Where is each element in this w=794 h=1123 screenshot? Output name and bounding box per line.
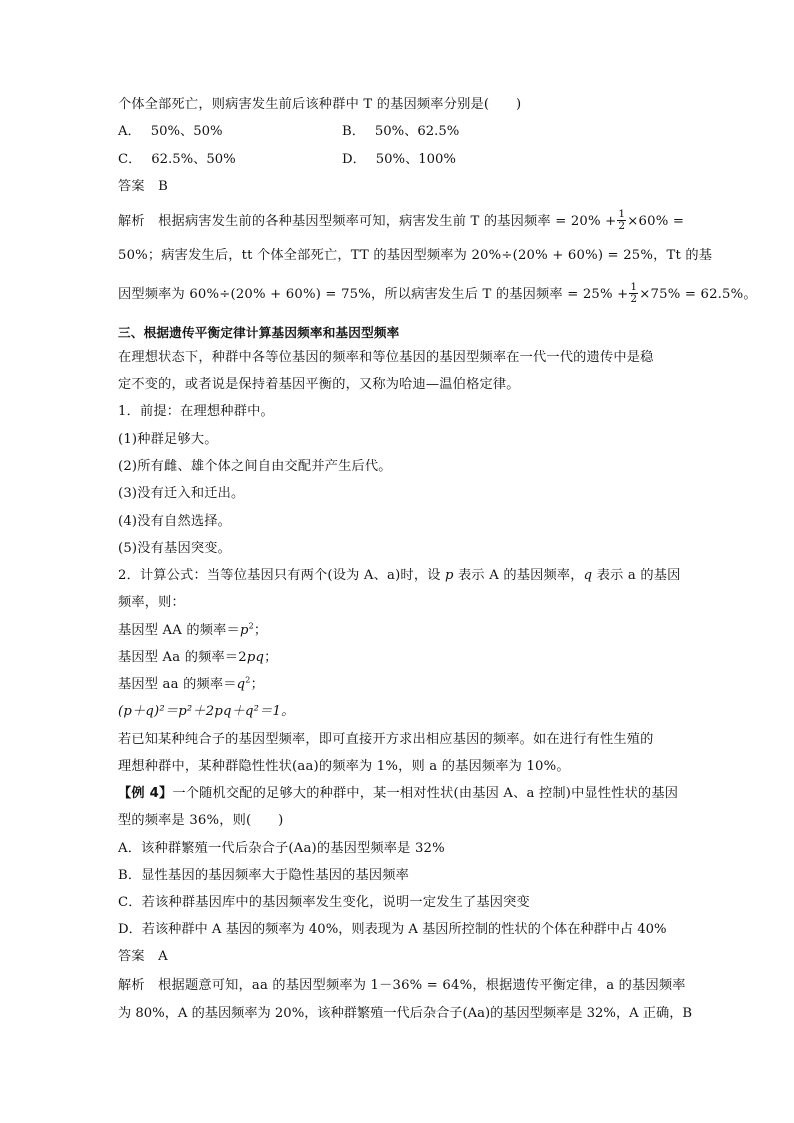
exponent: 2	[245, 675, 251, 685]
analysis-text: 根据题意可知，aa 的基因型频率为 1－36% = 64%，根据遗传平衡定律，a 的基因频率	[158, 978, 686, 993]
analysis-text: 因型频率为 60%÷(20% + 60%) = 75%，所以病害发生后 T 的基因频率 = 25% +	[118, 287, 629, 302]
question-stem-continuation: 个体全部死亡，则病害发生前后该种群中 T 的基因频率分别是( )	[118, 97, 522, 112]
answer-value: A	[158, 949, 168, 964]
condition-item: (2)所有雌、雄个体之间自由交配并产生后代。	[118, 459, 392, 474]
formula-text: ；	[264, 650, 278, 665]
section-heading: 三、根据遗传平衡定律计算基因频率和基因型频率	[118, 325, 400, 340]
option-text: 50%、62.5%	[374, 124, 460, 139]
note-line-1: 若已知某种纯合子的基因型频率，即可直接开方求出相应基因的频率。如在进行有性生殖的	[118, 732, 654, 747]
analysis-line-1	[118, 210, 684, 233]
option-text: 50%、50%	[150, 124, 223, 139]
condition-item: (3)没有迁入和迁出。	[118, 486, 245, 501]
formula-intro-line-2: 频率，则：	[118, 595, 185, 610]
example-option-a: A．该种群繁殖一代后杂合子(Aa)的基因型频率是 32%	[118, 841, 445, 856]
fraction-numerator: 1	[630, 281, 638, 293]
answer-line	[118, 177, 684, 197]
example-stem-line-1	[118, 784, 684, 804]
formula-Aa	[118, 648, 684, 668]
analysis-line-3	[118, 281, 757, 306]
formula-text: 表示 A 的基因频率，	[453, 568, 584, 583]
formula-text: 基因型 AA 的频率＝	[118, 623, 240, 638]
analysis-label: 解析	[118, 214, 145, 229]
variable-p: p	[445, 568, 454, 583]
example-option-c: C．若该种群基因库中的基因频率发生变化，说明一定发生了基因突变	[118, 895, 530, 910]
formula-text: ；	[253, 623, 268, 638]
fraction-one-half	[617, 209, 626, 232]
fraction-one-half	[629, 282, 638, 305]
variable-pq: pq	[246, 650, 265, 665]
fraction-numerator: 1	[618, 208, 626, 220]
answer-label: 答案	[118, 949, 145, 964]
section-intro-line-1: 在理想状态下，种群中各等位基因的频率和等位基因的基因型频率在一代一代的遗传中是稳	[118, 350, 654, 365]
formula-sum: (p＋q)²＝p²＋2pq＋q²＝1。	[118, 704, 295, 719]
formula-intro-line-1	[118, 566, 684, 586]
condition-item: (5)没有基因突变。	[118, 541, 231, 556]
option-a	[118, 122, 223, 142]
option-c	[118, 150, 236, 170]
option-b	[342, 122, 459, 142]
analysis-text: 根据病害发生前的各种基因型频率可知，病害发生前 T 的基因频率 = 20% +	[158, 214, 617, 229]
exponent: 2	[248, 621, 254, 631]
condition-item: (1)种群足够大。	[118, 432, 218, 447]
option-label: A．	[118, 124, 141, 139]
section-intro-line-2: 定不变的，或者说是保持着基因平衡的，又称为哈迪—温伯格定律。	[118, 377, 520, 392]
formula-text: 2．计算公式：当等位基因只有两个(设为 A、a)时，设	[118, 568, 445, 583]
example-stem-line-2: 型的频率是 36%，则( )	[118, 813, 284, 828]
analysis-text: ×75% = 62.5%。	[639, 287, 757, 302]
option-text: 62.5%、50%	[151, 152, 236, 167]
answer-value: B	[158, 179, 169, 194]
formula-text: 表示 a 的基因	[592, 568, 681, 583]
option-d	[342, 150, 456, 170]
example-option-b: B．显性基因的基因频率大于隐性基因的基因频率	[118, 868, 410, 883]
option-label: C．	[118, 152, 142, 167]
example-option-d: D．若该种群中 A 基因的频率为 40%，则表现为 A 基因所控制的性状的个体在种群中占 40%	[118, 922, 667, 937]
example-answer-line	[118, 947, 684, 967]
formula-text: ；	[250, 677, 264, 692]
option-label: B．	[342, 124, 365, 139]
example-label: 【例 4】	[118, 786, 173, 801]
note-line-2: 理想种群中，某种群隐性性状(aa)的频率为 1%，则 a 的基因频率为 10%。	[118, 759, 570, 774]
example-analysis-line-1	[118, 976, 684, 996]
example-stem-text: 一个随机交配的足够大的种群中，某一相对性状(由基因 A、a 控制)中显性性状的基因	[172, 786, 679, 801]
variable-q: q	[236, 677, 246, 692]
variable-q: q	[583, 568, 593, 583]
fraction-denominator: 2	[630, 293, 638, 305]
premise-line: 1．前提：在理想种群中。	[118, 404, 274, 419]
analysis-label: 解析	[118, 978, 145, 993]
formula-text: 基因型 Aa 的频率＝2	[118, 650, 247, 665]
fraction-denominator: 2	[618, 220, 626, 232]
variable-p: p	[239, 623, 249, 638]
answer-label: 答案	[118, 179, 145, 194]
formula-AA	[118, 621, 684, 641]
option-label: D．	[342, 152, 366, 167]
formula-text: 基因型 aa 的频率＝	[118, 677, 237, 692]
condition-item: (4)没有自然选择。	[118, 514, 231, 529]
example-analysis-line-2: 为 80%，A 的基因频率为 20%，该种群繁殖一代后杂合子(Aa)的基因型频率是 32%，A 正确，B	[118, 1006, 693, 1021]
option-text: 50%、100%	[375, 152, 456, 167]
formula-aa	[118, 675, 684, 695]
analysis-text: ×60% =	[627, 214, 685, 229]
analysis-line-2: 50%；病害发生后，tt 个体全部死亡，TT 的基因型频率为 20%÷(20% + 60%) = 25%，Tt 的基	[118, 248, 713, 263]
